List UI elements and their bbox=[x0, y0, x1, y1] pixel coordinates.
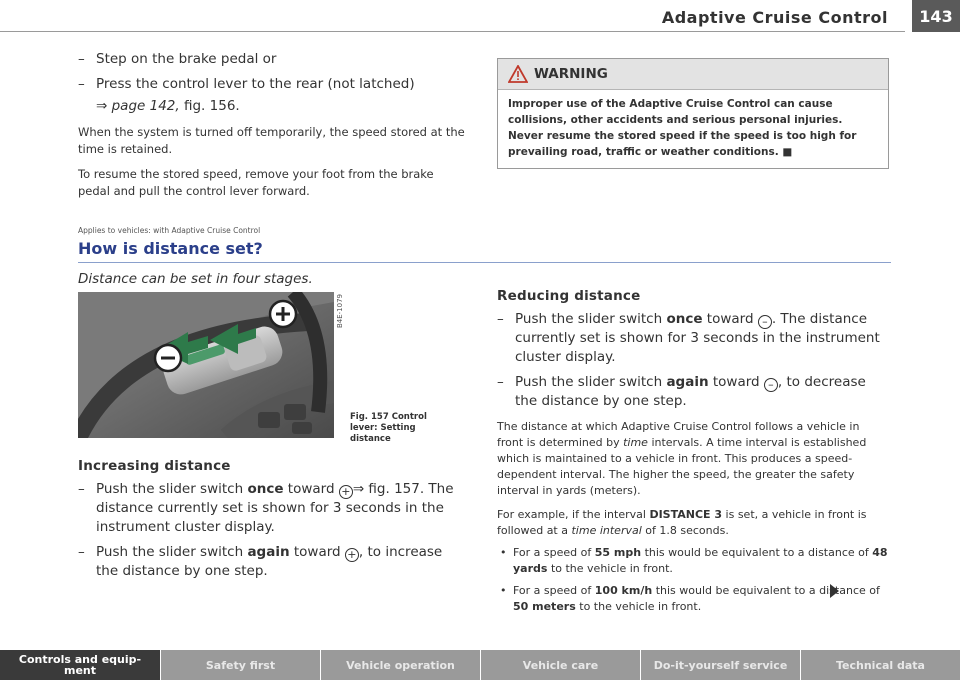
minus-circle-icon: – bbox=[764, 378, 778, 392]
warning-label: WARNING bbox=[534, 66, 608, 82]
header-rule bbox=[0, 31, 905, 32]
section-title: How is distance set? bbox=[78, 239, 891, 263]
figure-control-lever bbox=[78, 292, 334, 438]
applies-note: Applies to vehicles: with Adaptive Cruise Control bbox=[78, 226, 261, 235]
warning-header bbox=[498, 59, 888, 90]
warning-box bbox=[497, 58, 889, 169]
increasing-section bbox=[78, 458, 468, 587]
list-item: – Push the slider switch again toward – , to decrease the distance by one step. bbox=[497, 374, 866, 409]
footer-nav bbox=[0, 650, 960, 680]
figure-caption bbox=[350, 412, 450, 445]
bullet-text: Press the control lever to the rear (not latched) bbox=[96, 76, 415, 92]
list-item: – Push the slider switch again toward + , to increase the distance by one step. bbox=[78, 544, 443, 579]
footer-tab-technical-data[interactable]: Technical data bbox=[800, 650, 960, 680]
cross-reference[interactable]: ⇒ page 142, fig. 156. bbox=[96, 98, 240, 114]
warning-triangle-icon bbox=[508, 65, 528, 83]
paragraph: The distance at which Adaptive Cruise Control follows a vehicle in front is determined by time intervals. A time interval is established which is maintained to a vehicle in front. This produces a speed-dependent interval. The higher the speed, the greater the safety interval in yards (meters). bbox=[497, 420, 867, 497]
list-item: – Step on the brake pedal or bbox=[78, 51, 277, 67]
section-subtitle: Distance can be set in four stages. bbox=[78, 271, 313, 287]
figure-label: Fig. 157 bbox=[350, 412, 389, 422]
figure-code: B4E-1079 bbox=[336, 294, 344, 329]
minus-circle-icon: – bbox=[758, 315, 772, 329]
figure-caption-text: Control lever: Setting distance bbox=[350, 412, 427, 444]
footer-tab-diy-service[interactable]: Do-it-yourself service bbox=[640, 650, 800, 680]
paragraph: When the system is turned off temporarily, the speed stored at the time is retained. bbox=[78, 125, 465, 156]
plus-circle-icon: + bbox=[339, 485, 353, 499]
left-column bbox=[78, 50, 468, 287]
xref-fig-link[interactable]: fig. 156. bbox=[183, 98, 240, 114]
list-item: – Push the slider switch once toward + ⇒ fig. 157. The distance currently set is shown for 3 seconds in the instrument cluster display. bbox=[78, 481, 454, 535]
bullet-text: Step on the brake pedal or bbox=[96, 51, 277, 67]
footer-tab-controls[interactable]: Controls and equip- ment bbox=[0, 650, 160, 680]
page-number: 143 bbox=[912, 0, 960, 32]
plus-circle-icon: + bbox=[345, 548, 359, 562]
continue-arrow-icon bbox=[830, 584, 839, 598]
subsection-heading: Reducing distance bbox=[497, 288, 641, 304]
list-item: – Push the slider switch once toward – . The distance currently set is shown for 3 seconds in the instrument cluster display. bbox=[497, 311, 880, 365]
reducing-section bbox=[497, 288, 889, 615]
subsection-heading: Increasing distance bbox=[78, 458, 231, 474]
list-item: • For a speed of 55 mph this would be equivalent to a distance of 48 yards to the vehicle in front. bbox=[500, 546, 888, 575]
paragraph: For example, if the interval DISTANCE 3 is set, a vehicle in front is followed at a time interval of 1.8 seconds. bbox=[497, 508, 867, 537]
warning-text: Improper use of the Adaptive Cruise Control can cause collisions, other accidents and serious personal injuries. Never resume the stored speed if the speed is too high for prevailing road, traffic or weather conditions. ■ bbox=[508, 98, 857, 158]
footer-tab-vehicle-care[interactable]: Vehicle care bbox=[480, 650, 640, 680]
xref-page-link[interactable]: page 142, bbox=[111, 98, 180, 114]
page-title: Adaptive Cruise Control bbox=[661, 8, 888, 27]
control-lever-illustration bbox=[78, 292, 334, 438]
footer-tab-vehicle-operation[interactable]: Vehicle operation bbox=[320, 650, 480, 680]
right-column bbox=[497, 58, 889, 169]
list-item: • For a speed of 100 km/h this would be equivalent to a distance of 50 meters to the vehicle in front. bbox=[500, 584, 880, 613]
paragraph: To resume the stored speed, remove your foot from the brake pedal and pull the control lever forward. bbox=[78, 167, 434, 198]
footer-tab-safety[interactable]: Safety first bbox=[160, 650, 320, 680]
list-item: – Press the control lever to the rear (not latched) ⇒ page 142, fig. 156. bbox=[78, 75, 468, 116]
